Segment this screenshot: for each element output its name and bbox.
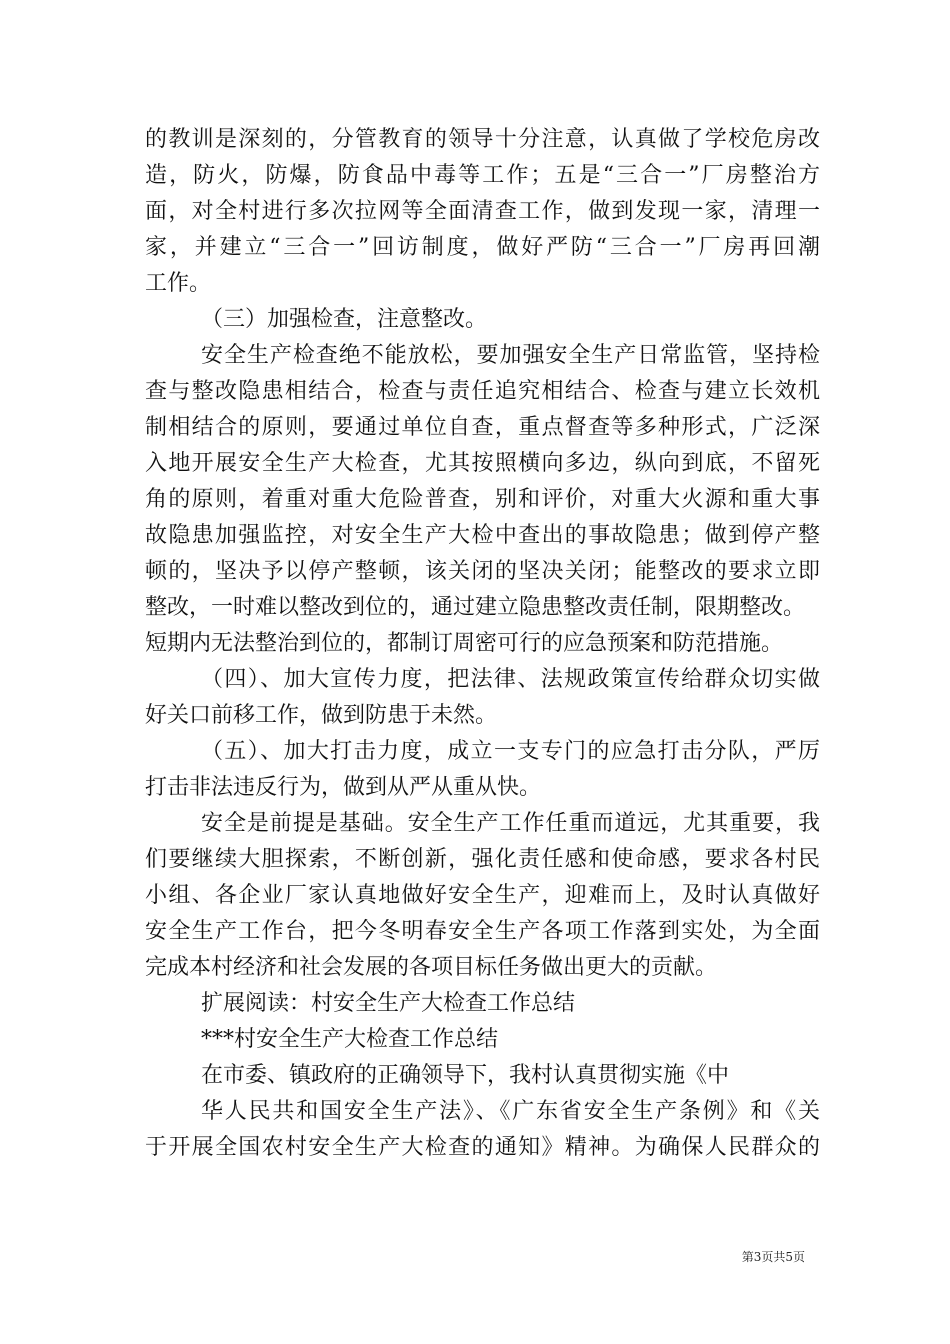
text-line: 小组、各企业厂家认真地做好安全生产，迎难而上，及时认真做好 [145, 883, 820, 908]
text-line: （四）、加大宣传力度，把法律、法规政策宣传给群众切实做 [201, 667, 820, 692]
text-line: 查与整改隐患相结合，检查与责任追究相结合、检查与建立长效机 [145, 379, 820, 404]
text-line: 安全生产工作台，把今冬明春安全生产各项工作落到实处，为全面 [145, 919, 820, 944]
text-line: 的教训是深刻的，分管教育的领导十分注意，认真做了学校危房改 [145, 127, 820, 152]
page-number: 第3页共5页 [741, 1250, 805, 1264]
text-line: 角的原则，着重对重大危险普查，别和评价，对重大火源和重大事 [145, 487, 820, 512]
text-line: 于开展全国农村安全生产大检查的通知》精神。为确保人民群众的 [145, 1135, 820, 1160]
text-line: 打击非法违反行为，做到从严从重从快。 [145, 775, 542, 800]
text-line: 在市委、镇政府的正确领导下，我村认真贯彻实施《中 [201, 1063, 730, 1088]
text-line: 们要继续大胆探索，不断创新，强化责任感和使命感，要求各村民 [145, 847, 820, 872]
text-line: 顿的，坚决予以停产整顿，该关闭的坚决关闭；能整改的要求立即 [145, 559, 820, 584]
text-line: 短期内无法整治到位的，都制订周密可行的应急预案和防范措施。 [145, 631, 784, 656]
text-line: 完成本村经济和社会发展的各项目标任务做出更大的贡献。 [145, 955, 718, 980]
text-line: 整改，一时难以整改到位的，通过建立隐患整改责任制，限期整改。 [145, 595, 806, 620]
text-line: 制相结合的原则，要通过单位自查，重点督查等多种形式，广泛深 [145, 415, 820, 440]
text-line: 面，对全村进行多次拉网等全面清查工作，做到发现一家，清理一 [145, 199, 820, 224]
text-line: 入地开展安全生产大检查，尤其按照横向多边，纵向到底，不留死 [145, 451, 820, 476]
text-line: 工作。 [145, 271, 212, 296]
text-line: 扩展阅读：村安全生产大检查工作总结 [201, 991, 576, 1016]
text-line: 造，防火，防爆，防食品中毒等工作；五是“三合一”厂房整治方 [145, 163, 820, 188]
text-line: 安全是前提是基础。安全生产工作任重而道远，尤其重要，我 [201, 811, 820, 836]
text-line: （三）加强检查，注意整改。 [201, 307, 488, 332]
text-line: 华人民共和国安全生产法》、《广东省安全生产条例》和《关 [201, 1099, 820, 1124]
text-line: 故隐患加强监控，对安全生产大检中查出的事故隐患；做到停产整 [145, 523, 820, 548]
document-body [145, 122, 820, 1166]
text-line: 安全生产检查绝不能放松，要加强安全生产日常监管，坚持检 [201, 343, 820, 368]
text-line: 家，并建立“三合一”回访制度，做好严防“三合一”厂房再回潮 [145, 235, 820, 260]
text-line: ***村安全生产大检查工作总结 [201, 1027, 499, 1052]
text-line: （五）、加大打击力度，成立一支专门的应急打击分队，严厉 [201, 739, 820, 764]
text-line: 好关口前移工作，做到防患于未然。 [145, 703, 498, 728]
